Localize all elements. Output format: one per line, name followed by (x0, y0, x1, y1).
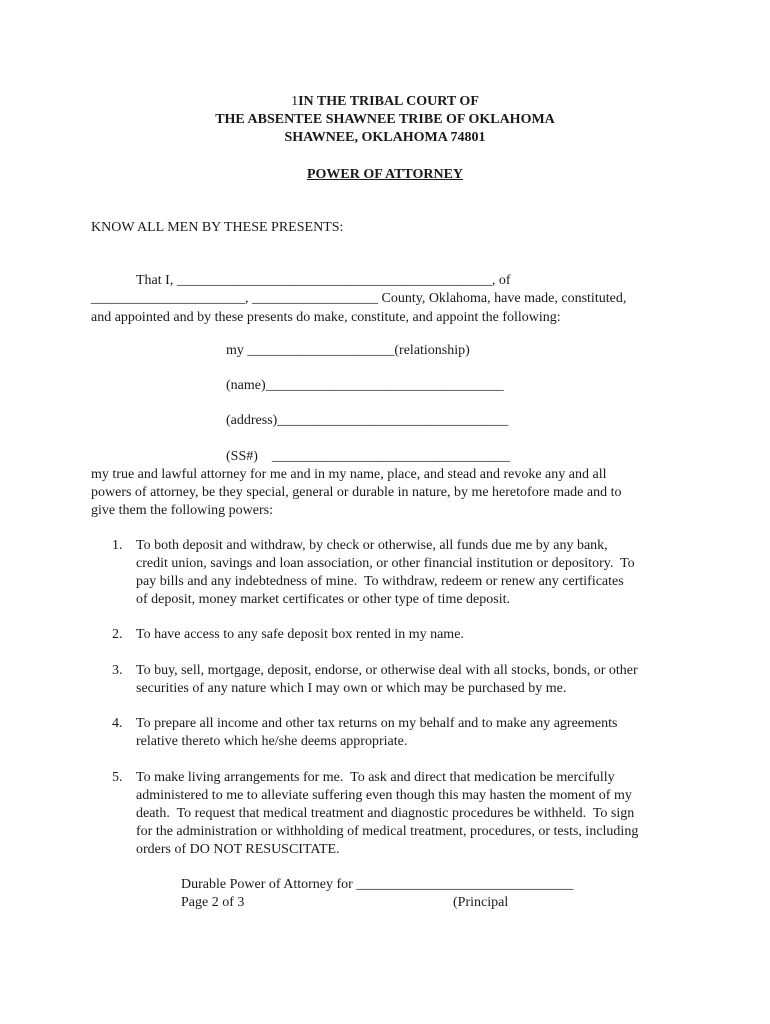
list-number: 5. (112, 770, 123, 785)
tribe-name: THE ABSENTEE SHAWNEE TRIBE OF OKLAHOMA (215, 112, 555, 127)
court-location: SHAWNEE, OKLAHOMA 74801 (284, 130, 486, 145)
footnote-marker: 1 (291, 94, 299, 109)
power-text-line: securities of any nature which I may own or which may be purchased by me. (136, 681, 567, 696)
relationship-field: my _____________________(relationship) (226, 343, 470, 358)
grant-line-1: That I, _____________________________________________, of (136, 273, 511, 288)
attorney-text-line: give them the following powers: (91, 503, 273, 518)
power-text-line: relative thereto which he/she deems appropriate. (136, 734, 408, 749)
grant-line-2: ______________________, __________________ County, Oklahoma, have made, constituted, (91, 291, 627, 306)
grant-line-3: and appointed and by these presents do make, constitute, and appoint the following: (91, 310, 561, 325)
court-header-line1 (0, 93, 770, 111)
power-text-line: death. To request that medical treatment and diagnostic procedures be withheld. To sign (136, 806, 635, 821)
attorney-text-line: powers of attorney, be they special, general or durable in nature, by me heretofore made and to (91, 485, 622, 500)
power-text-line: To both deposit and withdraw, by check or otherwise, all funds due me by any bank, (136, 538, 608, 553)
footer-principal-line: Durable Power of Attorney for _______________________________ (181, 877, 574, 892)
power-text (136, 626, 692, 644)
power-text-line: To buy, sell, mortgage, deposit, endorse, or otherwise deal with all stocks, bonds, or other (136, 663, 638, 678)
principal-label: (Principal (453, 895, 509, 910)
list-number: 4. (112, 716, 123, 731)
power-text-line: administered to me to alleviate suffering even though this may hasten the moment of my (136, 788, 632, 803)
court-name: IN THE TRIBAL COURT OF (298, 94, 479, 109)
power-text-line: To make living arrangements for me. To ask and direct that medication be mercifully (136, 770, 615, 785)
power-text-line: for the administration or withholding of medical treatment, procedures, or tests, including (136, 824, 639, 839)
power-text (136, 662, 692, 698)
address-field: (address)_________________________________ (226, 413, 509, 428)
power-text-line: pay bills and any indebtedness of mine. To withdraw, redeem or renew any certificates (136, 574, 624, 589)
name-field: (name)__________________________________ (226, 378, 504, 393)
page-number: Page 2 of 3 (181, 895, 245, 910)
power-text-line: orders of DO NOT RESUSCITATE. (136, 842, 340, 857)
power-text-line: credit union, savings and loan association, or other financial institution or depository. To (136, 556, 635, 571)
list-number: 2. (112, 627, 123, 642)
power-text-line: of deposit, money market certificates or other type of time deposit. (136, 592, 510, 607)
intro-statement: KNOW ALL MEN BY THESE PRESENTS: (91, 220, 344, 235)
list-number: 3. (112, 663, 123, 678)
document-title: POWER OF ATTORNEY (306, 167, 464, 182)
power-text-line: To have access to any safe deposit box rented in my name. (136, 627, 464, 642)
ssn-field: (SS#) __________________________________ (226, 449, 510, 464)
power-text (136, 537, 692, 609)
power-text-line: To prepare all income and other tax returns on my behalf and to make any agreements (136, 716, 618, 731)
attorney-text-line: my true and lawful attorney for me and in my name, place, and stead and revoke any and all (91, 467, 607, 482)
power-text (136, 715, 692, 751)
list-number: 1. (112, 538, 123, 553)
power-text (136, 769, 692, 859)
